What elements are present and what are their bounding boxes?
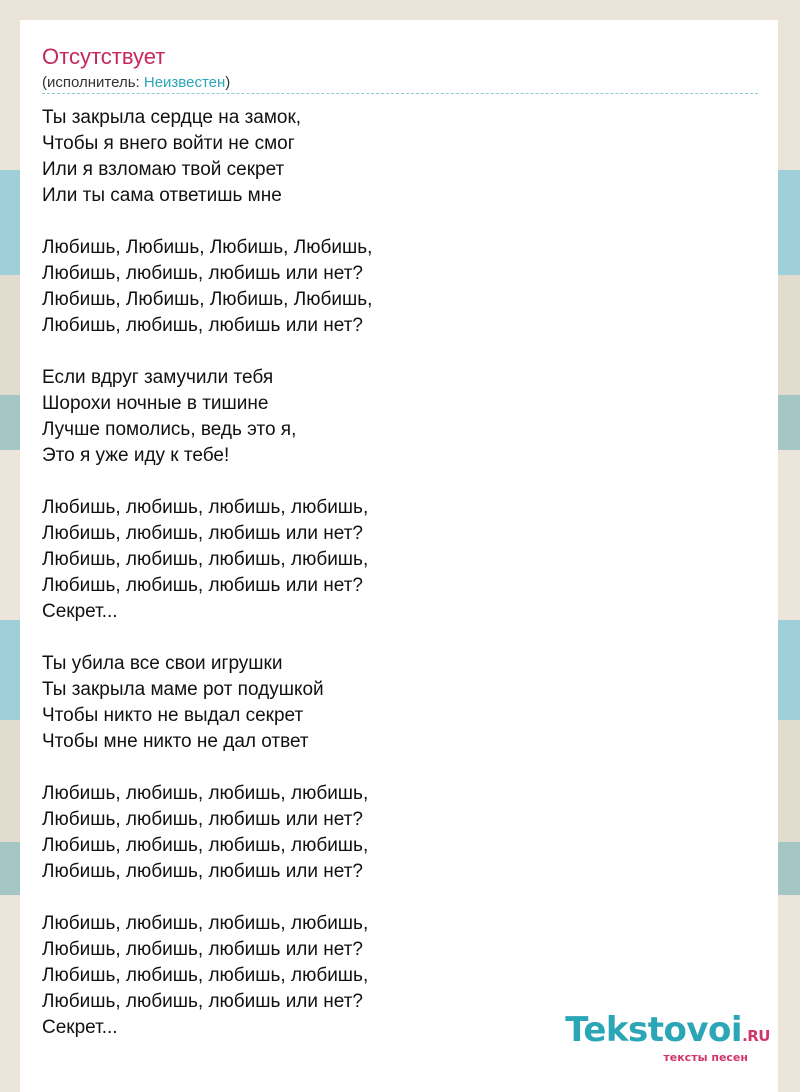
lyric-line: Секрет...	[42, 601, 118, 622]
lyric-line: Любишь, любишь, любишь или нет?	[42, 939, 363, 960]
lyric-line: Любишь, любишь, любишь, любишь,	[42, 783, 369, 804]
lyric-line: Любишь, любишь, любишь, любишь,	[42, 835, 369, 856]
lyric-line: Любишь, любишь, любишь или нет?	[42, 809, 363, 830]
lyric-line: Секрет...	[42, 1017, 118, 1038]
site-logo[interactable]	[565, 1010, 770, 1064]
lyric-line: Шорохи ночные в тишине	[42, 393, 269, 414]
lyric-line: Если вдруг замучили тебя	[42, 367, 274, 388]
logo-tagline: тексты песен	[663, 1051, 748, 1064]
artist-prefix: (исполнитель:	[42, 74, 144, 91]
lyric-line: Лучше помолись, ведь это я,	[42, 419, 297, 440]
lyric-line: Чтобы мне никто не дал ответ	[42, 731, 309, 752]
lyric-line: Любишь, любишь, любишь или нет?	[42, 575, 363, 596]
lyric-line: Любишь, любишь, любишь, любишь,	[42, 913, 369, 934]
lyrics-stanza	[42, 781, 742, 885]
lyric-line: Любишь, любишь, любишь или нет?	[42, 263, 363, 284]
lyric-line: Ты убила все свои игрушки	[42, 653, 283, 674]
lyric-line: Любишь, любишь, любишь или нет?	[42, 861, 363, 882]
lyric-line: Или я взломаю твой секрет	[42, 159, 285, 180]
lyric-line: Чтобы никто не выдал секрет	[42, 705, 304, 726]
lyric-line: Чтобы я внего войти не смог	[42, 133, 295, 154]
artist-line	[42, 74, 230, 91]
lyric-line: Ты закрыла сердце на замок,	[42, 107, 302, 128]
lyric-line: Любишь, любишь, любишь или нет?	[42, 991, 363, 1012]
lyric-line: Это я уже иду к тебе!	[42, 445, 230, 466]
lyrics-stanza	[42, 495, 742, 625]
lyric-line: Любишь, Любишь, Любишь, Любишь,	[42, 237, 373, 258]
song-title: Отсутствует	[42, 44, 166, 69]
lyric-line: Любишь, любишь, любишь или нет?	[42, 315, 363, 336]
lyrics-stanza	[42, 365, 742, 469]
lyric-line: Или ты сама ответишь мне	[42, 185, 282, 206]
lyric-line: Любишь, любишь, любишь, любишь,	[42, 497, 369, 518]
lyrics-stanza	[42, 651, 742, 755]
artist-link[interactable]: Неизвестен	[143, 74, 226, 91]
logo-wordmark: Tekstovoi	[565, 1010, 743, 1050]
lyric-line: Любишь, любишь, любишь или нет?	[42, 523, 363, 544]
lyrics-stanza	[42, 235, 742, 339]
lyrics-stanza	[42, 105, 742, 209]
title-divider	[42, 93, 758, 94]
lyrics-body	[42, 105, 742, 1067]
lyric-line: Любишь, Любишь, Любишь, Любишь,	[42, 289, 373, 310]
artist-suffix: )	[225, 74, 231, 91]
logo-domain-suffix: .RU	[742, 1027, 770, 1045]
lyric-line: Любишь, любишь, любишь, любишь,	[42, 965, 369, 986]
lyric-line: Любишь, любишь, любишь, любишь,	[42, 549, 369, 570]
lyric-line: Ты закрыла маме рот подушкой	[42, 679, 324, 700]
lyrics-page	[20, 20, 778, 1092]
